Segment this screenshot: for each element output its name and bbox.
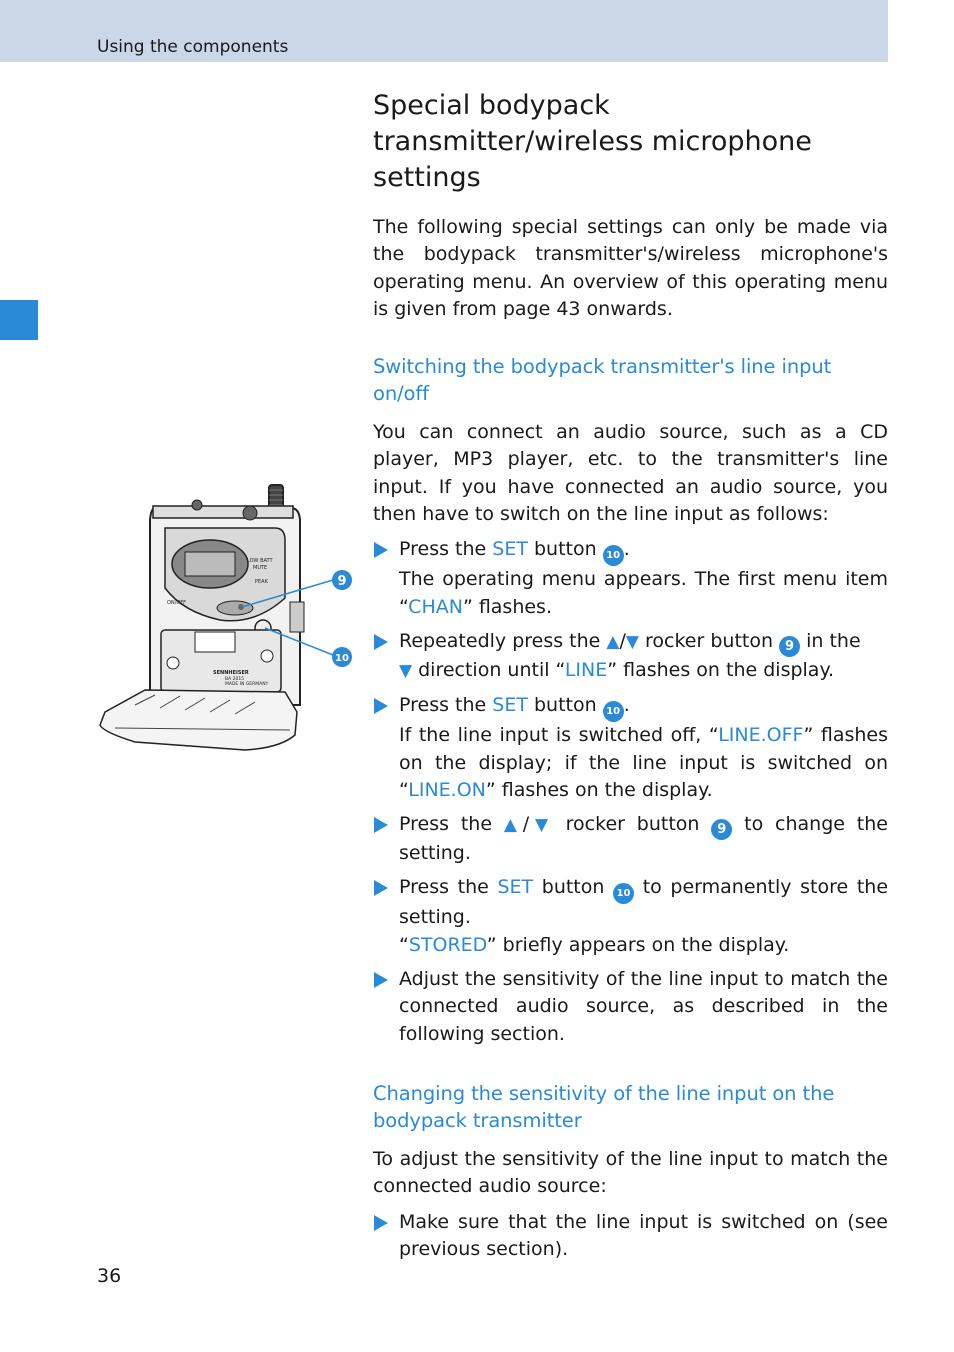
bullet-arrow-icon <box>374 972 388 988</box>
low-batt-label: LOW BATT <box>247 558 273 564</box>
callout-10-label: 10 <box>335 653 349 664</box>
step-section2: Make sure that the line input is switched on (see previous section). <box>373 1209 888 1264</box>
on-off-label: ON/OFF <box>167 600 187 606</box>
bullet-arrow-icon <box>374 698 388 714</box>
badge-10: 10 <box>603 545 624 566</box>
down-arrow-icon: ▼ <box>399 660 413 681</box>
section1-steps <box>373 536 888 1048</box>
up-arrow-icon: ▲ <box>503 815 523 836</box>
down-arrow-icon: ▼ <box>625 631 639 652</box>
step-1: Press the SET button 10 . The operating menu appears. The first menu item “CHAN” flashes. <box>373 536 888 621</box>
badge-9: 9 <box>711 819 732 840</box>
section1-body: You can connect an audio source, such as a CD player, MP3 player, etc. to the transmitter's line input. If you have connected an audio source, you then have to switch on the line input as follows: <box>373 421 888 526</box>
set-keyword: SET <box>492 538 528 561</box>
chan-keyword: CHAN <box>408 595 463 618</box>
peak-label: PEAK <box>255 579 268 585</box>
section2-steps <box>373 1209 888 1264</box>
callout-9-label: 9 <box>337 574 347 589</box>
chapter-tab <box>0 300 38 340</box>
section2-body: To adjust the sensitivity of the line input to match the connected audio source: <box>373 1147 888 1198</box>
battery-origin: MADE IN GERMANY <box>225 682 269 687</box>
line-off-keyword: LINE.OFF <box>718 724 804 747</box>
main-content <box>373 88 888 1270</box>
bullet-arrow-icon <box>374 634 388 650</box>
step-4: Press the ▲/▼ rocker button 9 to change the setting. <box>373 811 888 867</box>
mute-label: MUTE <box>253 565 268 571</box>
intro-paragraph: The following special settings can only be made via the bodypack transmitter's/wireless microphone's operating menu. An overview of this operating menu is given from page 43 onwards. <box>373 216 888 320</box>
step-5: Press the SET button 10 to permanently store the setting. “STORED” briefly appears on the display. <box>373 874 888 959</box>
step-2: Repeatedly press the ▲/▼ rocker button 9 in the ▼ direction until “LINE” flashes on the display. <box>373 628 888 685</box>
step-6: Adjust the sensitivity of the line input to match the connected audio source, as described in the following section. <box>373 966 888 1048</box>
badge-10: 10 <box>603 701 624 722</box>
line-keyword: LINE <box>564 658 608 681</box>
down-arrow-icon: ▼ <box>529 815 554 836</box>
section1-heading: Switching the bodypack transmitter's line input on/off <box>373 355 832 406</box>
step-3: Press the SET button 10 . If the line input is switched off, “LINE.OFF” flashes on the display; if the line input is switched on “LINE.ON” flashes on the display. <box>373 692 888 804</box>
page-title: Special bodypack transmitter/wireless microphone settings <box>373 90 812 193</box>
bullet-arrow-icon <box>374 817 388 833</box>
bodypack-illustration <box>95 480 365 760</box>
page-number: 36 <box>97 1265 122 1287</box>
set-keyword: SET <box>497 876 534 899</box>
battery-brand: SENNHEISER <box>213 670 249 676</box>
up-arrow-icon: ▲ <box>606 631 620 652</box>
badge-10: 10 <box>613 883 634 904</box>
bullet-arrow-icon <box>374 880 388 896</box>
bullet-arrow-icon <box>374 542 388 558</box>
stored-keyword: STORED <box>408 933 487 956</box>
bodypack-transmitter-figure <box>95 480 365 760</box>
badge-9: 9 <box>779 636 800 657</box>
line-on-keyword: LINE.ON <box>408 778 486 801</box>
section2-heading: Changing the sensitivity of the line input on the bodypack transmitter <box>373 1081 835 1132</box>
running-header: Using the components <box>97 37 289 57</box>
bullet-arrow-icon <box>374 1215 388 1231</box>
battery-model: BA 2015 <box>225 677 245 682</box>
set-keyword: SET <box>492 694 528 717</box>
